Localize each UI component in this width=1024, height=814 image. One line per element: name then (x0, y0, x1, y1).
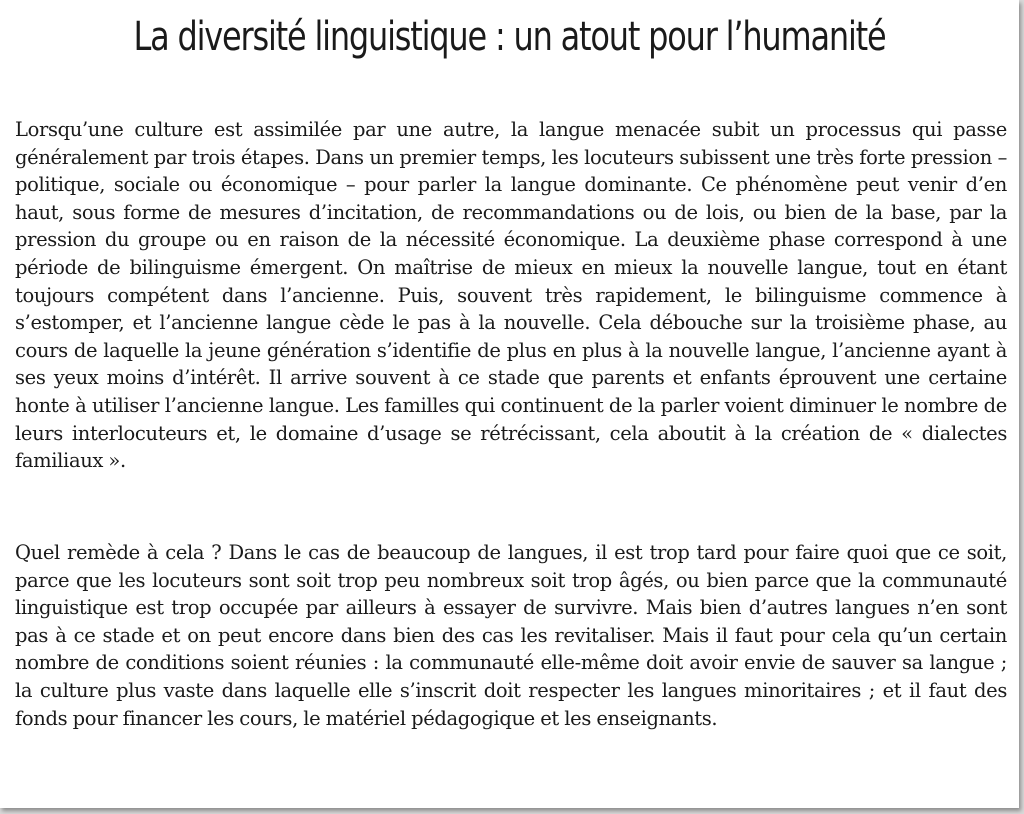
page-title: La diversité linguistique : un atout pour l’humanité (133, 14, 886, 60)
paragraph-2: Quel remède à cela ? Dans le cas de beaucoup de langues, il est trop tard pour faire quoi que ce soit, parce que les locuteurs sont soit trop peu nombreux soit trop âgés, ou bien parce que la communauté linguistique est trop occupée par ailleurs à essayer de survivre. Mais bien d’autres langues n’en sont pas à ce stade et on peut encore dans bien des cas les revitaliser. Mais il faut pour cela qu’un certain nombre de conditions soient réunies : la communauté elle-même doit avoir envie de sauver sa langue ; la culture plus vaste dans laquelle elle s’inscrit doit respecter les langues minoritaires ; et il faut des fonds pour financer les cours, le matériel pédagogique et les enseignants. (15, 541, 1007, 730)
paragraph-1: Lorsqu’une culture est assimilée par une autre, la langue menacée subit un processus qui passe généralement par trois étapes. Dans un premier temps, les locuteurs subissent une très forte pression – politique, sociale ou économique – pour parler la langue dominante. Ce phénomène peut venir d’en haut, sous forme de mesures d’incitation, de recommandations ou de lois, ou bien de la base, par la pression du groupe ou en raison de la nécessité économique. La deuxième phase correspond à une période de bilinguisme émergent. On maîtrise de mieux en mieux la nouvelle langue, tout en étant toujours compétent dans l’ancienne. Puis, souvent très rapidement, le bilinguisme commence à s’estomper, et l’ancienne langue cède le pas à la nouvelle. Cela débouche sur la troisième phase, au cours de laquelle la jeune génération s’identifie de plus en plus à la nouvelle langue, l’ancienne ayant à ses yeux moins d’intérêt. Il arrive souvent à ce stade que parents et enfants éprouvent une certaine honte à utiliser l’ancienne langue. Les familles qui continuent de la parler voient diminuer le nombre de leurs interlocuteurs et, le domaine d’usage se rétrécissant, cela aboutit à la création de « dialectes familiaux ». (15, 118, 1007, 473)
